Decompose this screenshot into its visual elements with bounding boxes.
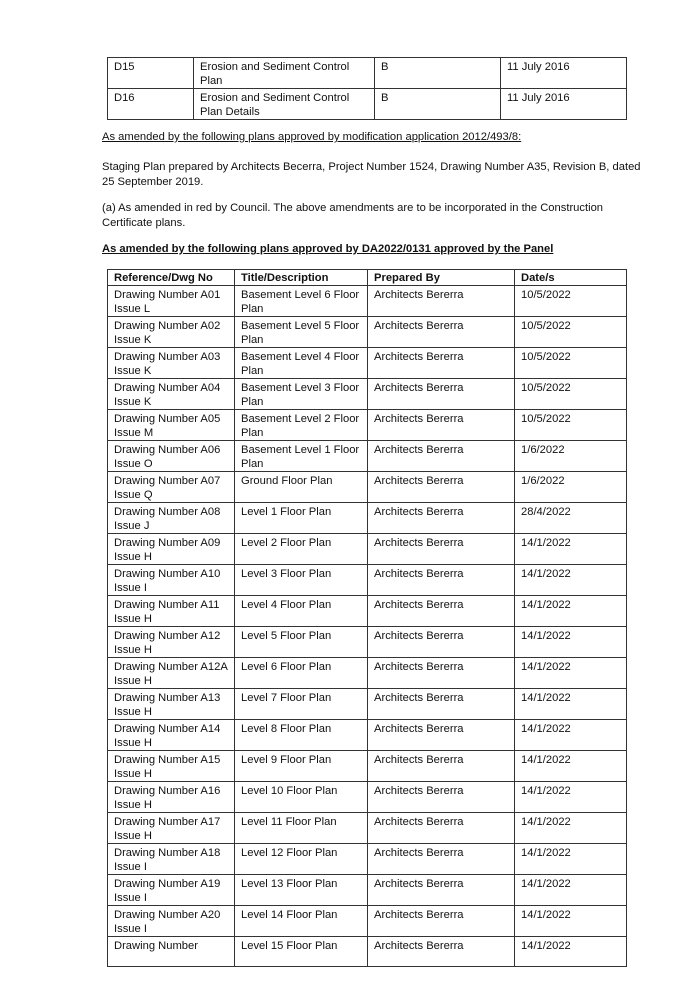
prepared-by-cell: Architects Bererra bbox=[368, 844, 515, 875]
drawing-ref-cell: D16 bbox=[108, 89, 194, 120]
reference-cell: Drawing Number A19 Issue I bbox=[108, 875, 235, 906]
column-header-title: Title/Description bbox=[235, 270, 368, 286]
date-cell: 14/1/2022 bbox=[515, 627, 627, 658]
table-row bbox=[108, 58, 627, 89]
drawings-table-continued bbox=[107, 57, 627, 120]
date-cell: 1/6/2022 bbox=[515, 472, 627, 503]
reference-cell: Drawing Number A18 Issue I bbox=[108, 844, 235, 875]
prepared-by-cell: Architects Bererra bbox=[368, 937, 515, 967]
reference-cell: Drawing Number A09 Issue H bbox=[108, 534, 235, 565]
date-cell: 10/5/2022 bbox=[515, 379, 627, 410]
reference-cell: Drawing Number A10 Issue I bbox=[108, 565, 235, 596]
title-cell: Level 11 Floor Plan bbox=[235, 813, 368, 844]
reference-cell: Drawing Number A04 Issue K bbox=[108, 379, 235, 410]
reference-cell: Drawing Number A14 Issue H bbox=[108, 720, 235, 751]
prepared-by-cell: Architects Bererra bbox=[368, 658, 515, 689]
title-cell: Basement Level 4 Floor Plan bbox=[235, 348, 368, 379]
reference-cell: Drawing Number A11 Issue H bbox=[108, 596, 235, 627]
panel-amended-heading: As amended by the following plans approved by DA2022/0131 approved by the Panel bbox=[102, 243, 554, 255]
table-row bbox=[108, 472, 627, 503]
title-cell: Basement Level 5 Floor Plan bbox=[235, 317, 368, 348]
table-row bbox=[108, 410, 627, 441]
title-cell: Basement Level 2 Floor Plan bbox=[235, 410, 368, 441]
table-row bbox=[108, 89, 627, 120]
date-cell: 14/1/2022 bbox=[515, 937, 627, 967]
date-cell: 14/1/2022 bbox=[515, 751, 627, 782]
prepared-by-cell: Architects Bererra bbox=[368, 813, 515, 844]
reference-cell: Drawing Number A06 Issue O bbox=[108, 441, 235, 472]
drawing-title-cell: Erosion and Sediment Control Plan bbox=[194, 58, 375, 89]
prepared-by-cell: Architects Bererra bbox=[368, 906, 515, 937]
prepared-by-cell: Architects Bererra bbox=[368, 441, 515, 472]
prepared-by-cell: Architects Bererra bbox=[368, 317, 515, 348]
title-cell: Level 9 Floor Plan bbox=[235, 751, 368, 782]
title-cell: Level 2 Floor Plan bbox=[235, 534, 368, 565]
table-row bbox=[108, 379, 627, 410]
prepared-by-cell: Architects Bererra bbox=[368, 348, 515, 379]
table-row bbox=[108, 906, 627, 937]
table-row bbox=[108, 875, 627, 906]
title-cell: Level 1 Floor Plan bbox=[235, 503, 368, 534]
table-row bbox=[108, 348, 627, 379]
prepared-by-cell: Architects Bererra bbox=[368, 379, 515, 410]
drawing-ref-cell: D15 bbox=[108, 58, 194, 89]
date-cell: 11 July 2016 bbox=[501, 58, 627, 89]
reference-cell: Drawing Number A01 Issue L bbox=[108, 286, 235, 317]
title-cell: Basement Level 6 Floor Plan bbox=[235, 286, 368, 317]
prepared-by-cell: Architects Bererra bbox=[368, 689, 515, 720]
title-cell: Level 4 Floor Plan bbox=[235, 596, 368, 627]
drawings-table-body bbox=[108, 58, 627, 120]
date-cell: 14/1/2022 bbox=[515, 596, 627, 627]
table-row bbox=[108, 813, 627, 844]
table-row bbox=[108, 596, 627, 627]
title-cell: Level 3 Floor Plan bbox=[235, 565, 368, 596]
table-row bbox=[108, 689, 627, 720]
table-row bbox=[108, 441, 627, 472]
title-cell: Level 15 Floor Plan bbox=[235, 937, 368, 967]
date-cell: 14/1/2022 bbox=[515, 534, 627, 565]
title-cell: Ground Floor Plan bbox=[235, 472, 368, 503]
date-cell: 10/5/2022 bbox=[515, 410, 627, 441]
table-row bbox=[108, 782, 627, 813]
table-row bbox=[108, 286, 627, 317]
modification-amended-heading: As amended by the following plans approved by modification application 2012/493/8: bbox=[102, 131, 522, 143]
approved-plans-table bbox=[107, 269, 627, 967]
header-row bbox=[108, 270, 627, 286]
title-cell: Level 13 Floor Plan bbox=[235, 875, 368, 906]
reference-cell: Drawing Number A13 Issue H bbox=[108, 689, 235, 720]
date-cell: 28/4/2022 bbox=[515, 503, 627, 534]
council-amendment-note: (a) As amended in red by Council. The above amendments are to be incorporated in the Construction Certificate plans. bbox=[102, 202, 604, 229]
date-cell: 14/1/2022 bbox=[515, 689, 627, 720]
table-row bbox=[108, 720, 627, 751]
table-row bbox=[108, 844, 627, 875]
reference-cell: Drawing Number A16 Issue H bbox=[108, 782, 235, 813]
prepared-by-cell: Architects Bererra bbox=[368, 720, 515, 751]
date-cell: 14/1/2022 bbox=[515, 658, 627, 689]
table-row bbox=[108, 317, 627, 348]
date-cell: 10/5/2022 bbox=[515, 317, 627, 348]
reference-cell: Drawing Number A03 Issue K bbox=[108, 348, 235, 379]
table-row bbox=[108, 534, 627, 565]
table-row bbox=[108, 627, 627, 658]
table-row bbox=[108, 565, 627, 596]
title-cell: Basement Level 1 Floor Plan bbox=[235, 441, 368, 472]
prepared-by-cell: Architects Bererra bbox=[368, 410, 515, 441]
date-cell: 14/1/2022 bbox=[515, 844, 627, 875]
approved-plans-table-body bbox=[108, 286, 627, 967]
column-header-prepared-by: Prepared By bbox=[368, 270, 515, 286]
prepared-by-cell: Architects Bererra bbox=[368, 286, 515, 317]
date-cell: 10/5/2022 bbox=[515, 348, 627, 379]
date-cell: 14/1/2022 bbox=[515, 906, 627, 937]
reference-cell: Drawing Number A12A Issue H bbox=[108, 658, 235, 689]
title-cell: Level 7 Floor Plan bbox=[235, 689, 368, 720]
title-cell: Level 6 Floor Plan bbox=[235, 658, 368, 689]
column-header-dates: Date/s bbox=[515, 270, 627, 286]
approved-plans-table-header bbox=[108, 270, 627, 286]
prepared-by-cell: Architects Bererra bbox=[368, 534, 515, 565]
title-cell: Level 5 Floor Plan bbox=[235, 627, 368, 658]
prepared-by-cell: Architects Bererra bbox=[368, 782, 515, 813]
prepared-by-cell: Architects Bererra bbox=[368, 627, 515, 658]
table-row bbox=[108, 751, 627, 782]
reference-cell: Drawing Number A05 Issue M bbox=[108, 410, 235, 441]
date-cell: 14/1/2022 bbox=[515, 565, 627, 596]
date-cell: 14/1/2022 bbox=[515, 813, 627, 844]
table-row bbox=[108, 937, 627, 967]
column-header-reference: Reference/Dwg No bbox=[108, 270, 235, 286]
prepared-by-cell: Architects Bererra bbox=[368, 472, 515, 503]
reference-cell: Drawing Number A15 Issue H bbox=[108, 751, 235, 782]
reference-cell: Drawing Number A07 Issue Q bbox=[108, 472, 235, 503]
prepared-by-cell: Architects Bererra bbox=[368, 875, 515, 906]
reference-cell: Drawing Number A20 Issue I bbox=[108, 906, 235, 937]
revision-cell: B bbox=[375, 58, 501, 89]
title-cell: Level 12 Floor Plan bbox=[235, 844, 368, 875]
date-cell: 1/6/2022 bbox=[515, 441, 627, 472]
date-cell: 11 July 2016 bbox=[501, 89, 627, 120]
prepared-by-cell: Architects Bererra bbox=[368, 596, 515, 627]
title-cell: Level 8 Floor Plan bbox=[235, 720, 368, 751]
reference-cell: Drawing Number A08 Issue J bbox=[108, 503, 235, 534]
reference-cell: Drawing Number bbox=[108, 937, 235, 967]
title-cell: Basement Level 3 Floor Plan bbox=[235, 379, 368, 410]
drawing-title-cell: Erosion and Sediment Control Plan Details bbox=[194, 89, 375, 120]
prepared-by-cell: Architects Bererra bbox=[368, 751, 515, 782]
reference-cell: Drawing Number A12 Issue H bbox=[108, 627, 235, 658]
title-cell: Level 14 Floor Plan bbox=[235, 906, 368, 937]
reference-cell: Drawing Number A02 Issue K bbox=[108, 317, 235, 348]
title-cell: Level 10 Floor Plan bbox=[235, 782, 368, 813]
revision-cell: B bbox=[375, 89, 501, 120]
prepared-by-cell: Architects Bererra bbox=[368, 565, 515, 596]
reference-cell: Drawing Number A17 Issue H bbox=[108, 813, 235, 844]
staging-plan-text: Staging Plan prepared by Architects Becerra, Project Number 1524, Drawing Number A35, Revision B, dated 25 September 2019. bbox=[102, 161, 641, 188]
date-cell: 14/1/2022 bbox=[515, 875, 627, 906]
date-cell: 14/1/2022 bbox=[515, 720, 627, 751]
date-cell: 14/1/2022 bbox=[515, 782, 627, 813]
prepared-by-cell: Architects Bererra bbox=[368, 503, 515, 534]
table-row bbox=[108, 503, 627, 534]
table-row bbox=[108, 658, 627, 689]
date-cell: 10/5/2022 bbox=[515, 286, 627, 317]
